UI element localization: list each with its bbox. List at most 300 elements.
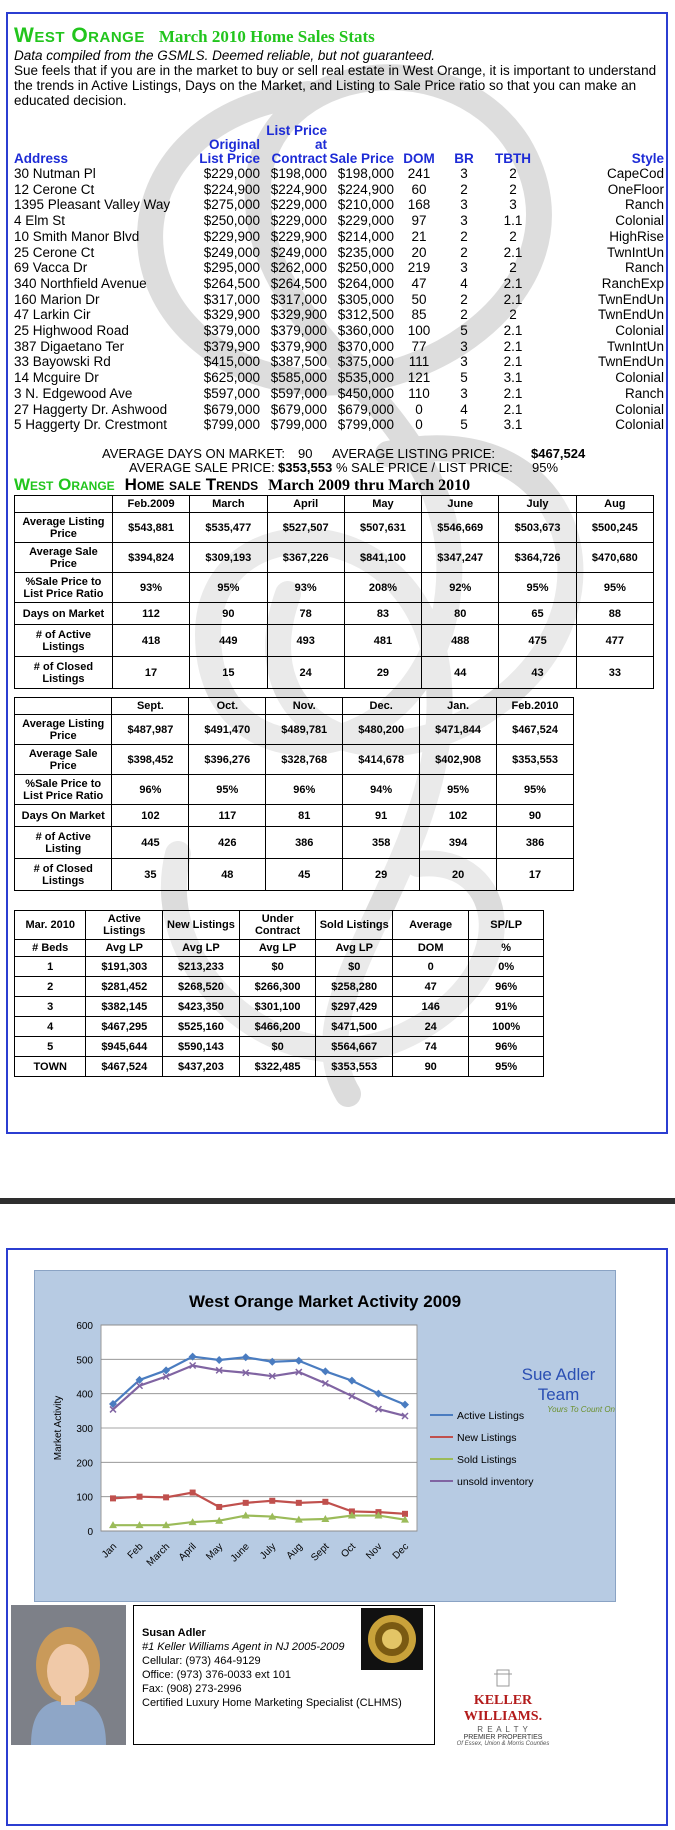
table-cell: HighRise [609,228,664,244]
table-cell: 4 [460,275,468,291]
agent-name: Susan Adler [142,1627,206,1639]
table-cell: $564,667 [316,1037,393,1057]
column-header: Active Listings [86,911,163,940]
table-row [14,197,664,213]
column-header: Style [631,151,664,166]
table-cell: $503,673 [499,513,576,543]
table-cell: 2.1 [503,354,523,370]
table-cell: $597,000 [203,385,260,401]
trends-heading [14,475,470,495]
table-cell: 5 [460,370,468,386]
kw-crest-icon [488,1668,518,1688]
table-cell: $268,520 [163,977,240,997]
table-cell: $415,000 [203,354,260,370]
table-cell: 74 [393,1037,469,1057]
corner-cell: Mar. 2010 [15,911,86,940]
table-cell: $191,303 [86,957,163,977]
table-cell: 475 [499,625,576,657]
table-cell: 69 Vacca Dr [14,260,88,276]
data-point [269,1498,275,1504]
column-header: List Price at Contract [266,123,327,166]
table-cell: 80 [422,603,499,625]
table-cell: 30 Nutman Pl [14,166,96,181]
table-cell: $224,900 [270,181,327,197]
agent-photo [11,1605,126,1745]
data-point [296,1500,302,1506]
table-cell: 85 [411,307,427,323]
table-row [15,657,654,689]
table-row [14,339,664,355]
table-cell: 33 [576,657,653,689]
column-header: Under Contract [239,911,316,940]
table-cell: $235,000 [337,244,394,260]
table-cell: 3.1 [503,370,523,386]
column-subheader: Avg LP [239,940,316,957]
table-header-row [15,496,654,513]
table-cell: 81 [266,805,343,827]
table-cell: $679,000 [270,401,327,417]
row-label: %Sale Price to List Price Ratio [15,573,113,603]
table-cell: 20 [420,859,497,891]
data-point [190,1490,196,1496]
table-cell: TwnEndUn [597,354,664,370]
table-cell: $546,669 [422,513,499,543]
row-label: Average Listing Price [15,715,112,745]
team-tagline: Yours To Count On [547,1405,615,1414]
table-cell: $423,350 [163,997,240,1017]
table-row [15,573,654,603]
table-cell: $437,203 [163,1057,240,1077]
y-tick-label: 500 [76,1355,93,1367]
table-cell: $841,100 [344,543,421,573]
table-cell: $229,000 [203,166,260,181]
table-row [15,603,654,625]
table-cell: 0% [469,957,544,977]
month-header: July [499,496,576,513]
table-header-row [15,698,574,715]
table-cell: 2.1 [503,323,523,339]
table-cell: 1395 Pleasant Valley Way [14,197,171,213]
certification: Certified Luxury Home Marketing Specialist (CLHMS) [142,1697,402,1709]
table-cell: Ranch [624,385,664,401]
legend-label: New Listings [457,1432,517,1444]
table-cell: 4 Elm St [14,213,66,229]
table-cell: 160 Marion Dr [14,291,100,307]
table-row [14,370,664,386]
kw-name: KELLER WILLIAMS. [463,1693,543,1724]
table-header-row [15,911,544,940]
table-cell: $525,160 [163,1017,240,1037]
x-tick-label: Sept [309,1541,332,1564]
table-cell: 96% [112,775,189,805]
beds-table [14,910,544,1077]
column-header: DOM [403,151,435,166]
month-header: Nov. [266,698,343,715]
table-row [15,1037,544,1057]
table-cell: 2 [460,291,468,307]
table-cell: $250,000 [203,213,260,229]
table-cell: $489,781 [266,715,343,745]
trends-table-1 [14,495,654,689]
team-logo [502,1365,615,1414]
row-label: # of Active Listing [15,827,112,859]
table-cell: 65 [499,603,576,625]
table-row [14,307,664,323]
table-cell: TOWN [15,1057,86,1077]
table-cell: 111 [408,354,430,370]
kw-realty: R E A L T Y [477,1725,529,1734]
table-cell: $471,500 [316,1017,393,1037]
column-header: Average [393,911,469,940]
table-row [14,166,664,182]
table-cell: 77 [411,338,427,354]
intro-paragraph: Sue feels that if you are in the market to buy or sell real estate in West Orange, it is important to understand the trends in Active Listings, Days on the Market, and Listing to Sale Price ratio so that you can make an educated decision. [14,63,657,108]
chart-title: West Orange Market Activity 2009 [188,1292,462,1311]
column-subheader: Avg LP [316,940,393,957]
chart-page [6,1248,668,1826]
x-tick-label: June [228,1541,252,1565]
table-cell: 29 [343,859,420,891]
table-row [14,292,664,308]
table-cell: 20 [411,244,427,260]
table-cell: $375,000 [337,354,394,370]
table-cell: 96% [469,1037,544,1057]
table-cell: 91% [469,997,544,1017]
table-cell: 102 [112,805,189,827]
table-cell: $328,768 [266,745,343,775]
month-header: April [267,496,344,513]
clhms-seal-icon [361,1608,423,1670]
table-cell: 488 [422,625,499,657]
table-cell: 2.1 [503,401,523,417]
table-cell: $679,000 [337,401,394,417]
corner-cell [15,496,113,513]
x-tick-label: Oct [339,1541,359,1561]
table-cell: 24 [393,1017,469,1037]
table-cell: $625,000 [203,370,260,386]
table-cell: $198,000 [270,166,327,181]
table-cell: $679,000 [203,401,260,417]
table-cell: $379,000 [203,323,260,339]
table-cell: 2 [460,307,468,323]
table-cell: 3 [460,385,468,401]
table-cell: 93% [267,573,344,603]
x-tick-label: Aug [284,1541,305,1562]
table-cell: 14 Mcguire Dr [14,370,99,386]
table-cell: 3 [509,197,517,213]
table-cell: 112 [112,603,189,625]
table-row [14,213,664,229]
table-cell: 493 [267,625,344,657]
table-cell: 94% [343,775,420,805]
column-header: New Listings [163,911,240,940]
table-cell: 95% [469,1057,544,1077]
table-cell: 2 [460,228,468,244]
table-cell: $281,452 [86,977,163,997]
table-cell: 0 [415,417,423,433]
row-label: # of Closed Listings [15,657,113,689]
table-cell: $402,908 [420,745,497,775]
table-cell: $0 [239,957,316,977]
table-cell: $213,233 [163,957,240,977]
table-cell: $379,000 [270,323,327,339]
table-cell: $543,881 [112,513,189,543]
x-tick-label: April [176,1541,199,1564]
table-cell: $297,429 [316,997,393,1017]
table-cell: 35 [112,859,189,891]
table-cell: $210,000 [337,197,394,213]
table-cell: $353,553 [497,745,574,775]
table-cell: $329,900 [203,307,260,323]
page-title [14,24,375,48]
table-cell: 3 [460,260,468,276]
table-cell: 90 [497,805,574,827]
team-name: Sue Adler Team [521,1365,596,1404]
table-row [15,859,574,891]
table-cell: 2 [509,307,517,323]
data-point [110,1495,116,1501]
table-cell: 208% [344,573,421,603]
table-cell: 93% [112,573,189,603]
table-cell: 92% [422,573,499,603]
table-cell: 168 [407,197,431,213]
table-cell: 117 [189,805,266,827]
table-cell: 48 [189,859,266,891]
table-cell: TwnEndUn [597,307,664,323]
table-cell: 3 N. Edgewood Ave [14,385,133,401]
table-row [15,1017,544,1037]
table-cell: $262,000 [270,260,327,276]
y-tick-label: 200 [76,1458,93,1470]
table-cell: 95% [499,573,576,603]
table-cell: 17 [497,859,574,891]
table-cell: 17 [112,657,189,689]
y-tick-label: 600 [76,1321,93,1332]
table-cell: 83 [344,603,421,625]
table-row [15,805,574,827]
row-label: Days on Market [15,603,113,625]
table-cell: $480,200 [343,715,420,745]
table-row [14,260,664,276]
column-header: Sold Listings [316,911,393,940]
column-header: TBTH [495,151,531,166]
table-cell: $309,193 [190,543,267,573]
table-row [15,513,654,543]
table-cell: 21 [411,228,427,244]
table-row [15,775,574,805]
table-row [15,745,574,775]
table-cell: $250,000 [337,260,394,276]
table-cell: 29 [344,657,421,689]
table-row [14,417,664,433]
row-label: Average Listing Price [15,513,113,543]
y-tick-label: 300 [76,1424,93,1435]
table-cell: 2 [460,181,468,197]
table-cell: 95% [576,573,653,603]
table-cell: 47 Larkin Cir [14,307,91,323]
table-cell: CapeCod [606,166,664,181]
table-cell: $229,000 [337,213,394,229]
table-cell: $198,000 [337,166,394,181]
table-cell: 477 [576,625,653,657]
table-cell: $322,485 [239,1057,316,1077]
table-cell: $382,145 [86,997,163,1017]
table-cell: 358 [343,827,420,859]
column-subheader: Avg LP [163,940,240,957]
table-cell: 2 [509,181,517,197]
disclaimer: Data compiled from the GSMLS. Deemed reliable, but not guaranteed. [14,48,435,63]
table-row [15,1057,544,1077]
table-cell: $945,644 [86,1037,163,1057]
table-cell: 47 [411,275,427,291]
table-cell: 3 [460,338,468,354]
column-header: Sale Price [329,151,394,166]
stats-page [6,12,668,1134]
table-cell: $394,824 [112,543,189,573]
table-cell: $387,500 [270,354,327,370]
row-label: Average Sale Price [15,543,113,573]
table-cell: 102 [420,805,497,827]
table-cell: $466,200 [239,1017,316,1037]
y-tick-label: 0 [87,1527,93,1538]
table-cell: 95% [420,775,497,805]
table-cell: 88 [576,603,653,625]
table-cell: 0 [415,401,423,417]
table-cell: 386 [497,827,574,859]
table-cell: $301,100 [239,997,316,1017]
fax-number: Fax: (908) 273-2996 [142,1683,242,1695]
table-cell: 95% [497,775,574,805]
table-cell: $360,000 [337,323,394,339]
table-cell: 3 [460,166,468,181]
x-tick-label: Dec [390,1541,412,1562]
y-axis-label: Market Activity [53,1395,64,1461]
table-cell: 1.1 [503,213,523,229]
table-cell: 90 [393,1057,469,1077]
table-cell: $305,000 [337,291,394,307]
table-cell: 100% [469,1017,544,1037]
table-cell: $491,470 [189,715,266,745]
table-cell: $312,500 [337,307,394,323]
table-cell: TwnIntUn [606,244,664,260]
table-cell: 15 [190,657,267,689]
table-row [14,386,664,402]
table-cell: $500,245 [576,513,653,543]
table-cell: $367,226 [267,543,344,573]
table-cell: 5 Haggerty Dr. Crestmont [14,417,168,433]
avg-listing-value: $467,524 [531,446,586,461]
table-cell: 2.1 [503,275,523,291]
table-cell: $527,507 [267,513,344,543]
table-cell: 3 [460,354,468,370]
month-header: Feb.2009 [112,496,189,513]
ratio-value: 95% [532,460,559,475]
table-cell: $379,900 [270,338,327,354]
table-cell: 121 [407,370,431,386]
table-cell: $229,000 [270,213,327,229]
table-cell: $535,477 [190,513,267,543]
table-cell: 100 [407,323,431,339]
table-cell: $353,553 [316,1057,393,1077]
avg-dom-value: 90 [298,446,313,461]
trends-period: March 2009 thru March 2010 [268,477,471,494]
table-subheader-row [15,940,544,957]
table-cell: 96% [469,977,544,997]
table-cell: $470,680 [576,543,653,573]
data-point [322,1499,328,1505]
table-cell: 91 [343,805,420,827]
table-cell: 12 Cerone Ct [14,181,95,197]
table-cell: 110 [408,385,430,401]
table-cell: 25 Cerone Ct [14,244,95,260]
month-header: Jan. [420,698,497,715]
table-row [15,827,574,859]
table-cell: $229,900 [203,228,260,244]
table-cell: RanchExp [601,275,664,291]
trends-title: Home sale Trends [124,475,259,494]
table-cell: 2 [509,228,517,244]
table-cell: Colonial [615,370,664,386]
table-cell: 5 [460,417,468,433]
column-subheader: % [469,940,544,957]
table-cell: 2 [15,977,86,997]
table-cell: 96% [266,775,343,805]
table-cell: $317,000 [203,291,260,307]
table-cell: 2 [509,260,517,276]
row-label: %Sale Price to List Price Ratio [15,775,112,805]
legend-label: Active Listings [457,1410,525,1422]
table-cell: 340 Northfield Avenue [14,275,147,291]
table-cell: 481 [344,625,421,657]
agent-title: #1 Keller Williams Agent in NJ 2005-2009 [142,1641,345,1653]
avg-sale-value: $353,553 [278,460,333,475]
sales-listings-table [14,124,664,433]
contact-card [133,1605,435,1745]
table-cell: 3 [15,997,86,1017]
table-cell: 10 Smith Manor Blvd [14,228,140,244]
table-cell: 426 [189,827,266,859]
stats-subtitle: March 2010 Home Sales Stats [158,27,375,46]
table-cell: 418 [112,625,189,657]
avg-listing-label: AVERAGE LISTING PRICE: [332,446,496,461]
table-cell: 5 [460,323,468,339]
table-cell: 60 [411,181,427,197]
table-cell: $0 [239,1037,316,1057]
table-cell: 449 [190,625,267,657]
table-cell: 5 [15,1037,86,1057]
table-cell: $799,000 [203,417,260,433]
chart-svg [35,1271,615,1601]
table-cell: $396,276 [189,745,266,775]
table-row [14,245,664,261]
table-cell: 95% [189,775,266,805]
table-cell: $364,726 [499,543,576,573]
table-cell: 445 [112,827,189,859]
row-label: # of Closed Listings [15,859,112,891]
table-cell: Ranch [624,197,664,213]
data-point [243,1500,249,1506]
table-row [14,402,664,418]
row-label: Days On Market [15,805,112,827]
table-cell: 90 [190,603,267,625]
y-tick-label: 400 [76,1389,93,1401]
column-subheader: Avg LP [86,940,163,957]
table-row [15,625,654,657]
table-cell: $467,524 [86,1057,163,1077]
table-cell: 2 [460,244,468,260]
table-cell: 3 [460,197,468,213]
table-cell: $329,900 [270,307,327,323]
